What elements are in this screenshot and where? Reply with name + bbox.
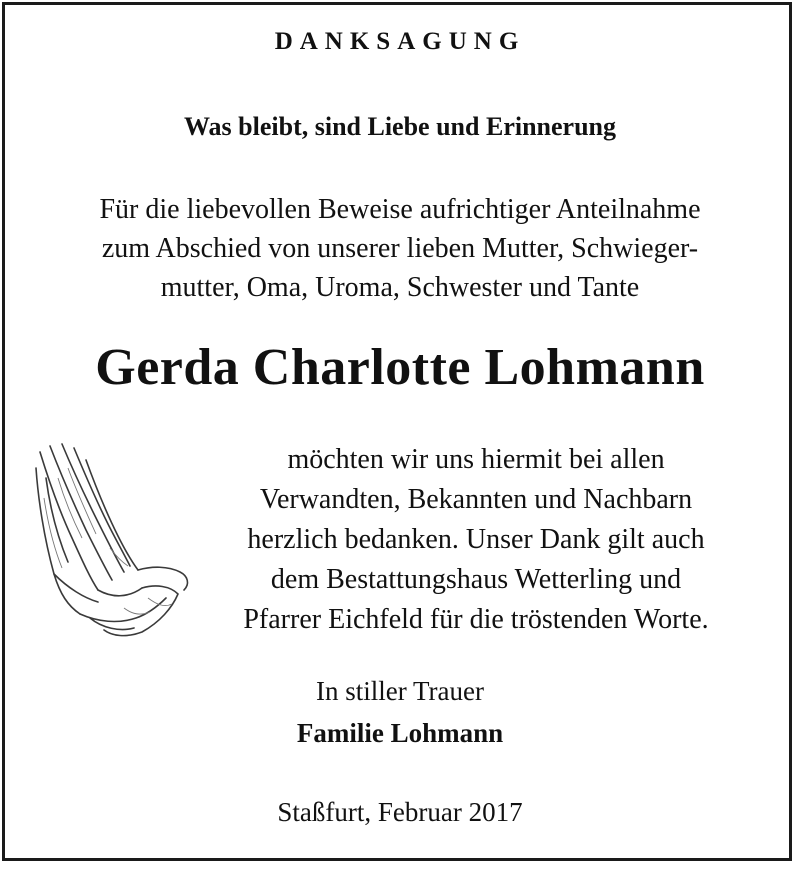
thanks-text [192,440,760,640]
thanks-line: Pfarrer Eichfeld für die tröstenden Worte. [243,604,709,635]
intro-text [0,190,800,307]
thanks-line: Verwandten, Bekannten und Nachbarn [259,484,693,515]
intro-line: zum Abschied von unserer lieben Mutter, Schwieger- [101,233,699,264]
notice-motto: Was bleibt, sind Liebe und Erinnerung [183,112,617,141]
thanks-line: herzlich bedanken. Unser Dank gilt auch [247,524,705,555]
intro-line: mutter, Oma, Uroma, Schwester und Tante [160,272,640,303]
family-signature: Familie Lohmann [296,718,504,748]
praying-hands-icon [28,438,198,643]
thanks-line: dem Bestattungshaus Wetterling und [270,564,682,595]
thanks-line: möchten wir uns hiermit bei allen [287,444,665,475]
notice-heading: DANKSAGUNG [274,28,526,55]
intro-line: Für die liebevollen Beweise aufrichtiger Anteilnahme [99,194,701,225]
deceased-name: Gerda Charlotte Lohmann [95,339,705,396]
place-date: Staßfurt, Februar 2017 [277,797,523,827]
closing-text: In stiller Trauer [316,676,484,706]
